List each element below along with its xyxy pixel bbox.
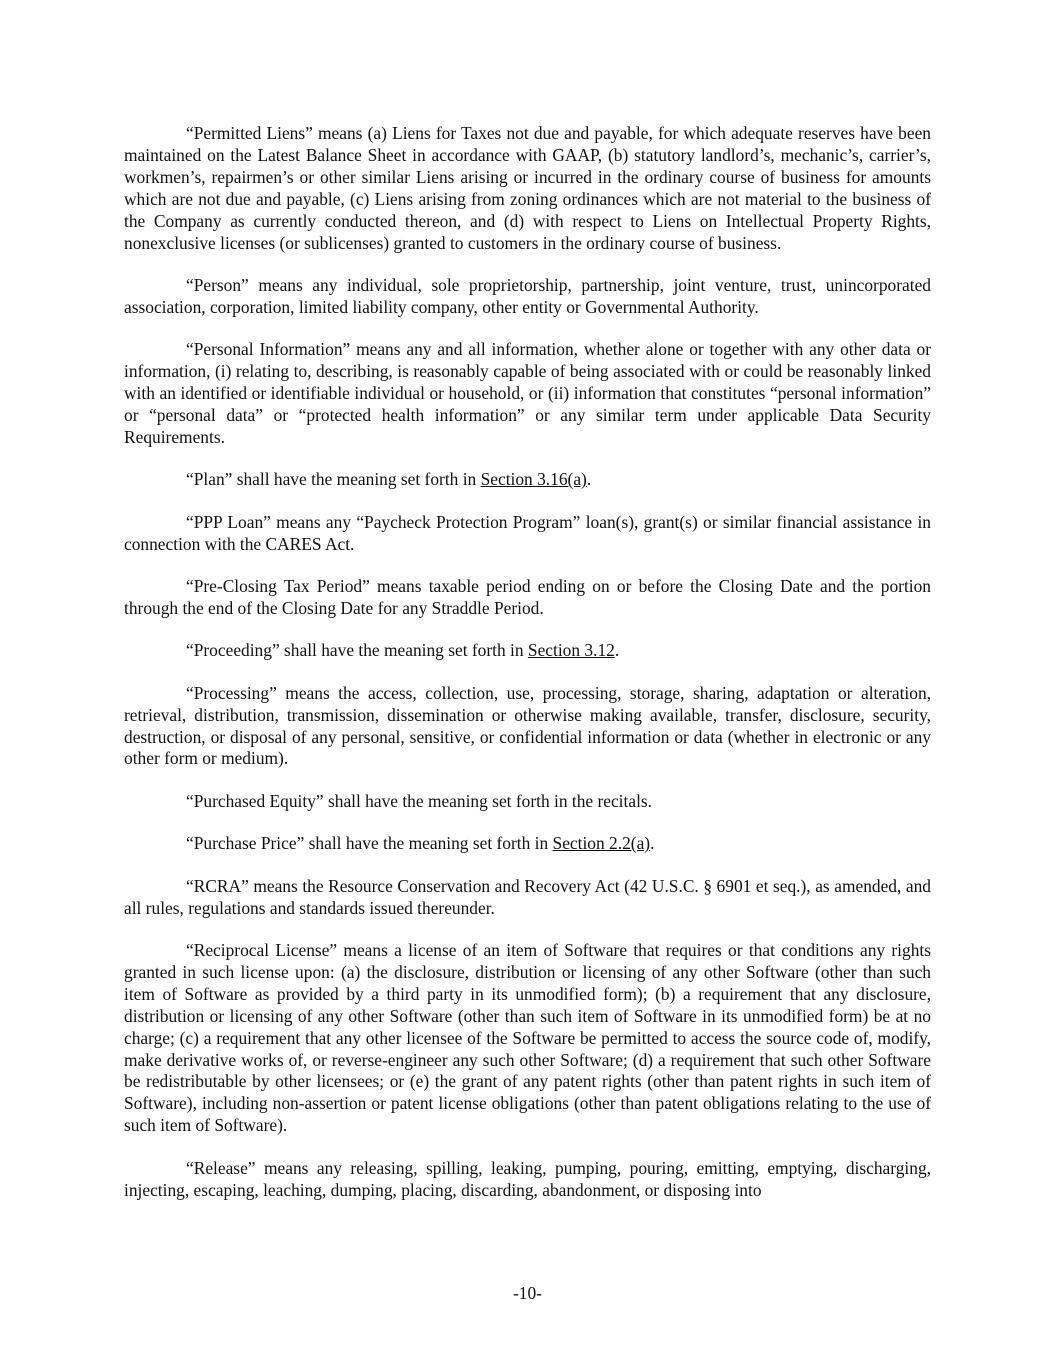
definition-text-end: .	[614, 640, 620, 661]
section-reference: Section 3.16(a)	[480, 469, 587, 490]
definition-text-end: .	[586, 469, 592, 490]
definition-ppp-loan: “PPP Loan” means any “Paycheck Protection Program” loan(s), grant(s) or similar financial assistance in connection with the CARES Act.	[124, 511, 931, 554]
definition-purchased-equity: “Purchased Equity” shall have the meaning set forth in the recitals.	[186, 790, 653, 811]
definition-purchase-price	[124, 833, 931, 855]
definition-person: “Person” means any individual, sole proprietorship, partnership, joint venture, trust, unincorporated association, corporation, limited liability company, other entity or Governmental Authority.	[124, 274, 931, 317]
section-reference: Section 3.12	[527, 640, 615, 661]
definition-personal-information: “Personal Information” means any and all information, whether alone or together with any other data or information, (i) relating to, describing, is reasonably capable of being associated with or could be reasonably linked with an identified or identifiable individual or household, or (ii) information that constitutes “personal information” or “personal data” or “protected health information” or any similar term under applicable Data Security Requirements.	[124, 339, 931, 447]
definition-release: “Release” means any releasing, spilling, leaking, pumping, pouring, emitting, emptying, discharging, injecting, escaping, leaching, dumping, placing, discarding, abandonment, or disposing into	[124, 1157, 931, 1200]
definition-rcra: “RCRA” means the Resource Conservation and Recovery Act (42 U.S.C. § 6901 et seq.), as amended, and all rules, regulations and standards issued thereunder.	[124, 875, 931, 918]
definition-processing: “Processing” means the access, collection, use, processing, storage, sharing, adaptation or alteration, retrieval, distribution, transmission, dissemination or otherwise making available, transfer, disclosure, security, destruction, or disposal of any personal, sensitive, or confidential information or data (whether in electronic or any other form or medium).	[124, 682, 931, 769]
definition-pre-closing-tax-period: “Pre-Closing Tax Period” means taxable period ending on or before the Closing Date and the portion through the end of the Closing Date for any Straddle Period.	[124, 576, 931, 618]
page-number: -10-	[513, 1283, 542, 1303]
definition-text: “Purchase Price” shall have the meaning set forth in	[186, 833, 553, 854]
definition-permitted-liens: “Permitted Liens” means (a) Liens for Taxes not due and payable, for which adequate reserves have been maintained on the Latest Balance Sheet in accordance with GAAP, (b) statutory landlord’s, mechanic’s, carrier’s, workmen’s, repairmen’s or other similar Liens arising or incurred in the ordinary course of business for amounts which are not due and payable, (c) Liens arising from zoning ordinances which are not material to the business of the Company as currently conducted thereon, and (d) with respect to Liens on Intellectual Property Rights, nonexclusive licenses (or sublicenses) granted to customers in the ordinary course of business.	[124, 123, 931, 253]
definition-reciprocal-license: “Reciprocal License” means a license of an item of Software that requires or that conditions any rights granted in such license upon: (a) the disclosure, distribution or licensing of any other Software (other than such item of Software as provided by a third party in its unmodified form); (b) a requirement that any disclosure, distribution or licensing of any other Software (other than such item of Software in its unmodified form) be at no charge; (c) a requirement that any other licensee of the Software be permitted to access the source code of, modify, make derivative works of, or reverse-engineer any such other Software; (d) a requirement that such other Software be redistributable by other licensees; or (e) the grant of any patent rights (other than patent rights in such item of Software), including non-assertion or patent license obligations (other than patent obligations relating to the use of such item of Software).	[124, 939, 931, 1136]
definition-plan	[124, 469, 931, 491]
definition-text: “Plan” shall have the meaning set forth in	[186, 469, 481, 490]
section-reference: Section 2.2(a)	[552, 833, 651, 854]
definition-proceeding	[124, 640, 931, 662]
definition-text: “Proceeding” shall have the meaning set forth in	[186, 640, 528, 661]
definition-text-end: .	[650, 833, 655, 854]
